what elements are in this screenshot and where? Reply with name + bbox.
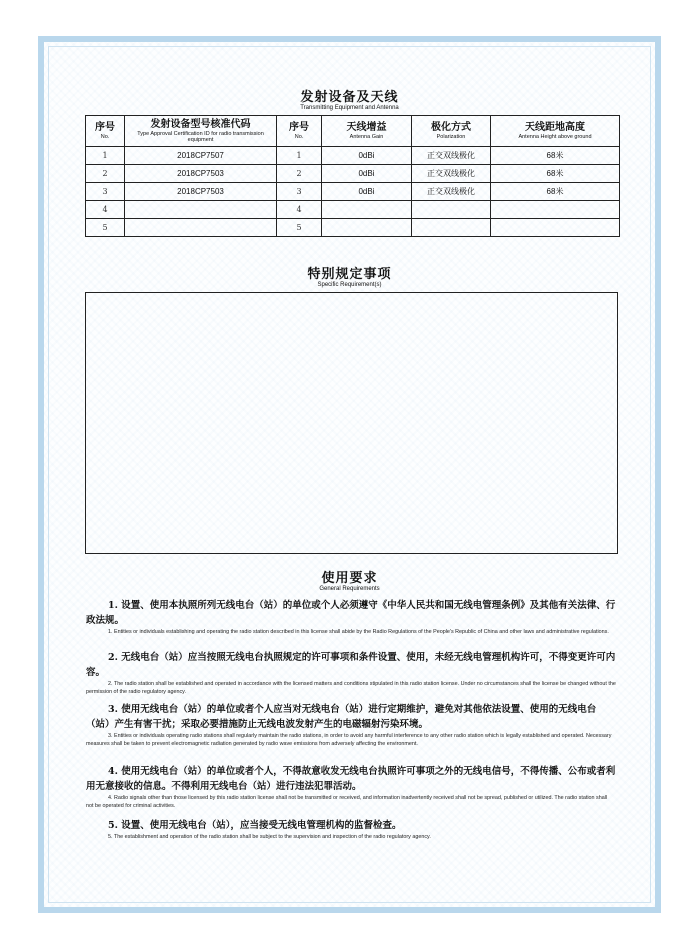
cell-polarization	[412, 219, 491, 237]
requirement-en: 5. The establishment and operation of the radio station shall be subject to the supervision and inspection of the radio regulatory agency.	[108, 834, 431, 840]
requirement-en: 4. Radio signals other than those licensed by this radio station license shall not be transmitted or received, and information inadvertently received shall not be spread, published or utilized. The radio station shall not be operated for criminal activities.	[86, 795, 608, 809]
special-section-title	[0, 268, 699, 289]
special-title-cn: 特别规定事项	[307, 267, 392, 282]
cell-cert	[125, 219, 277, 237]
cell-polarization: 正交双线极化	[412, 147, 491, 165]
cell-cert: 2018CP7503	[125, 165, 277, 183]
cell-cert: 2018CP7503	[125, 183, 277, 201]
cell-no: 2	[86, 165, 125, 183]
requirement-en: 3. Entities or individuals operating radio stations shall regularly maintain the radio stations, in order to avoid any harmful interference to any other radio station which is legally established and operated. Necessary measures shall be taken to prevent electromagnetic radiation generated by radio wave emissions from adversely affecting the environment.	[86, 733, 612, 747]
special-requirements-box	[85, 292, 618, 554]
special-title-en: Specific Requirement(s)	[317, 282, 382, 288]
requirement-cn: 5. 设置、使用无线电台（站），应当接受无线电管理机构的监督检查。	[108, 820, 402, 831]
cell-no2: 5	[277, 219, 322, 237]
cell-polarization: 正交双线极化	[412, 183, 491, 201]
requirement-cn: 1. 设置、使用本执照所列无线电台（站）的单位或个人必须遵守《中华人民共和国无线电管理条例》及其他有关法律、行政法规。	[86, 600, 616, 626]
cell-height: 68米	[491, 147, 620, 165]
cell-height: 68米	[491, 183, 620, 201]
cell-no: 5	[86, 219, 125, 237]
cell-cert	[125, 201, 277, 219]
header-cert: 发射设备型号核准代码 Type Approval Certification ID for radio transmission equipment	[125, 116, 277, 147]
requirement-en: 1. Entities or individuals establishing and operating the radio station described in this license shall abide by the Radio Regulations of the People's Republic of China and other laws and administrative regulations.	[108, 629, 609, 635]
requirement-en: 2. The radio station shall be established and operated in accordance with the licensed matters and conditions stipulated in this radio station license. Under no circumstances shall the license be changed without the permission of the radio regulatory agency.	[86, 681, 616, 695]
general-title-en: General Requirements	[319, 586, 380, 592]
general-title-cn: 使用要求	[321, 571, 378, 586]
header-polarization: 极化方式 Polarization	[412, 116, 491, 147]
requirement-cn: 3. 使用无线电台（站）的单位或者个人应当对无线电台（站）进行定期维护，避免对其他依法设置、使用的无线电台（站）产生有害干扰；采取必要措施防止无线电波发射产生的电磁辐射污染环境。	[86, 704, 597, 730]
requirement-item-1	[86, 598, 616, 636]
cell-no2: 1	[277, 147, 322, 165]
cell-no: 1	[86, 147, 125, 165]
table-header-row	[86, 116, 620, 147]
table-row	[86, 201, 620, 219]
cell-cert: 2018CP7507	[125, 147, 277, 165]
cell-height	[491, 201, 620, 219]
cell-gain	[322, 201, 412, 219]
cell-no2: 4	[277, 201, 322, 219]
equipment-title-cn: 发射设备及天线	[300, 90, 399, 105]
general-section-title	[0, 572, 699, 593]
requirement-item-3	[86, 702, 616, 748]
table-row	[86, 183, 620, 201]
equipment-title-en: Transmitting Equipment and Antenna	[300, 105, 399, 111]
header-seq: 序号 No.	[86, 116, 125, 147]
header-seq2: 序号 No.	[277, 116, 322, 147]
cell-gain: 0dBi	[322, 147, 412, 165]
cell-gain: 0dBi	[322, 165, 412, 183]
cell-height: 68米	[491, 165, 620, 183]
cell-no2: 2	[277, 165, 322, 183]
cell-no2: 3	[277, 183, 322, 201]
requirement-item-4	[86, 764, 616, 810]
requirement-item-2	[86, 650, 616, 696]
cell-polarization: 正交双线极化	[412, 165, 491, 183]
cell-gain: 0dBi	[322, 183, 412, 201]
equipment-table	[85, 115, 620, 237]
requirement-cn: 4. 使用无线电台（站）的单位或者个人，不得故意收发无线电台执照许可事项之外的无线电信号，不得传播、公布或者利用无意接收的信息。不得利用无线电台（站）进行违法犯罪活动。	[86, 766, 616, 792]
cell-no: 4	[86, 201, 125, 219]
header-gain: 天线增益 Antenna Gain	[322, 116, 412, 147]
cell-gain	[322, 219, 412, 237]
equipment-section-title	[0, 91, 699, 112]
cell-polarization	[412, 201, 491, 219]
requirement-cn: 2. 无线电台（站）应当按照无线电台执照规定的许可事项和条件设置、使用，未经无线电管理机构许可，不得变更许可内容。	[86, 652, 616, 678]
requirement-item-5	[86, 818, 616, 841]
cell-height	[491, 219, 620, 237]
cell-no: 3	[86, 183, 125, 201]
table-row	[86, 219, 620, 237]
table-row	[86, 165, 620, 183]
table-row	[86, 147, 620, 165]
header-height: 天线距地高度 Antenna Height above ground	[491, 116, 620, 147]
